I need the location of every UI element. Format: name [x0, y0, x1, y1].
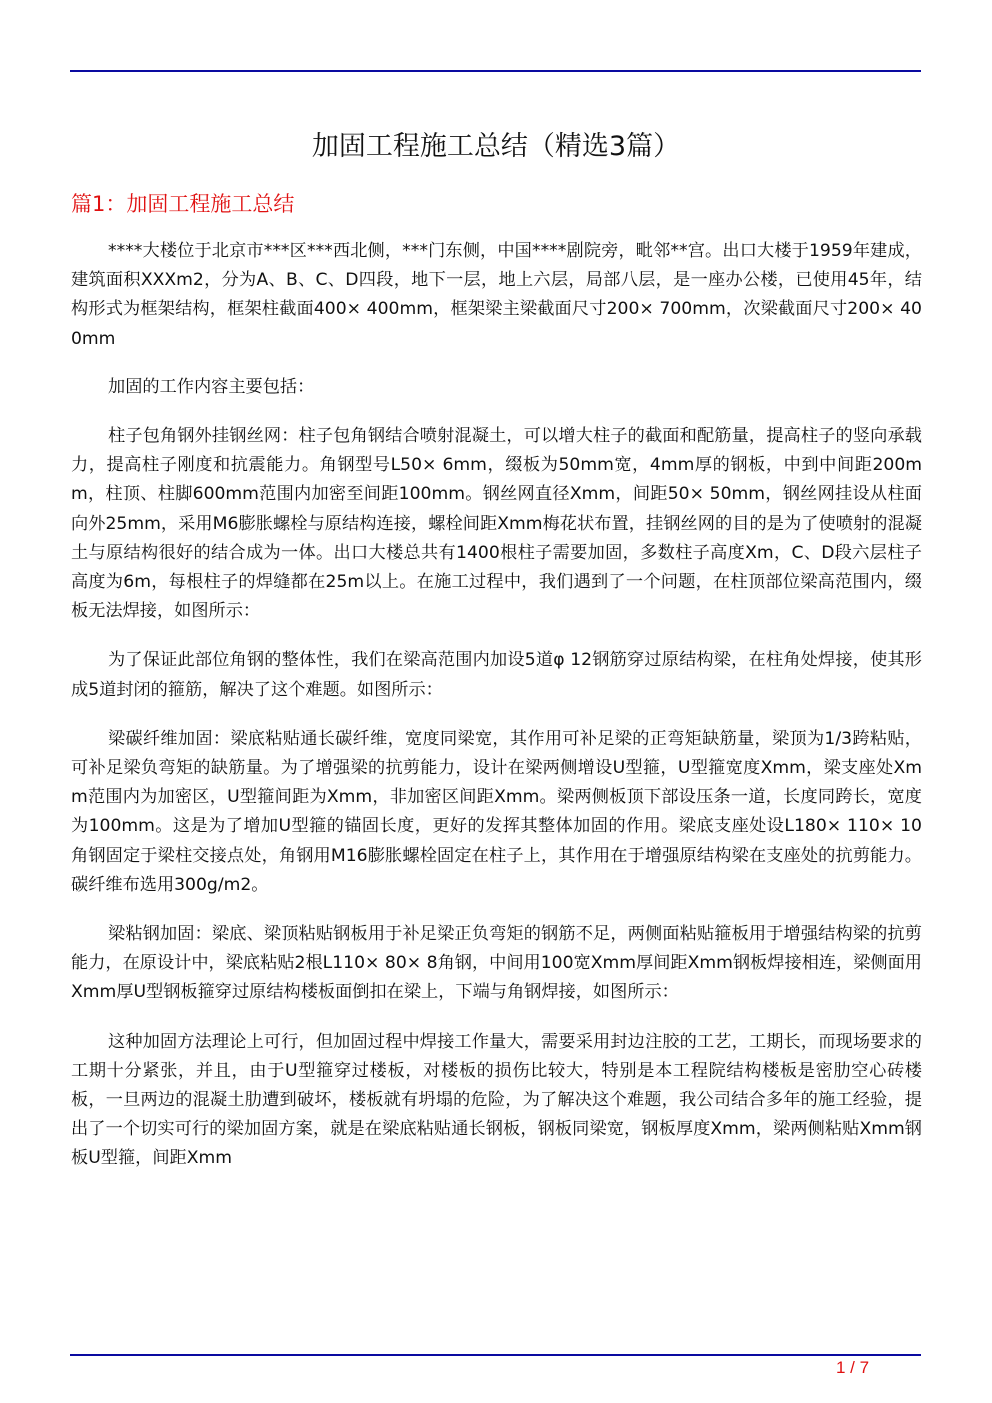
header-rule — [70, 70, 921, 72]
paragraph-steel-bonding: 梁粘钢加固：梁底、梁顶粘贴钢板用于补足梁正负弯矩的钢筋不足，两侧面粘贴箍板用于增强结构梁的抗剪能力，在原设计中，梁底粘贴2根L110× 80× 8角钢，中间用100宽Xmm厚间距Xmm钢板焊接相连，梁侧面用Xmm厚U型钢板箍穿过原结构楼板面倒扣在梁上，下端与角钢焊接，如图所示： — [71, 924, 922, 1003]
paragraph-improved-method: 这种加固方法理论上可行，但加固过程中焊接工作量大，需要采用封边注胶的工艺，工期长，而现场要求的工期十分紧张，并且，由于U型箍穿过楼板，对楼板的损伤比较大，特别是本工程院结构楼板是密肋空心砖楼板，一旦两边的混凝土肋遭到破坏，楼板就有坍塌的危险，为了解决这个难题，我公司结合多年的施工经验，提出了一个切实可行的梁加固方案，就是在梁底粘贴通长钢板，钢板同梁宽，钢板厚度Xmm，梁两侧粘贴Xmm钢板U型箍，间距Xmm — [71, 1031, 922, 1169]
section-heading: 篇1：加固工程施工总结 — [71, 192, 295, 216]
paragraph-building-overview: ****大楼位于北京市***区***西北侧，***门东侧，中国****剧院旁，毗邻**宫。出口大楼于1959年建成，建筑面积XXXm2，分为A、B、C、D四段，地下一层，地上六层，局部八层，是一座办公楼，已使用45年，结构形式为框架结构，框架柱截面400× 400mm，框架梁主梁截面尺寸200× 700mm，次梁截面尺寸200× 400mm — [71, 241, 922, 349]
document-body — [71, 237, 922, 1194]
paragraph-carbon-fiber: 梁碳纤维加固：梁底粘贴通长碳纤维，宽度同梁宽，其作用可补足梁的正弯矩缺筋量，梁顶为1/3跨粘贴，可补足梁负弯矩的缺筋量。为了增强梁的抗剪能力，设计在梁两侧增设U型箍，U型箍宽度Xmm，梁支座处Xmm范围内为加密区，U型箍间距为Xmm，非加密区间距Xmm。梁两侧板顶下部设压条一道，长度同跨长，宽度为100mm。这是为了增加U型箍的锚固长度，更好的发挥其整体加固的作用。梁底支座处设L180× 110× 10角钢固定于梁柱交接点处，角钢用M16膨胀螺栓固定在柱子上，其作用在于增强原结构梁在支座处的抗剪能力。碳纤维布选用300g/m2。 — [71, 728, 922, 895]
paragraph-column-angle-steel: 柱子包角钢外挂钢丝网：柱子包角钢结合喷射混凝土，可以增大柱子的截面和配筋量，提高柱子的竖向承载力，提高柱子刚度和抗震能力。角钢型号L50× 6mm，缀板为50mm宽，4mm厚的钢板，中到中间距200mm，柱顶、柱脚600mm范围内加密至间距100mm。钢丝网直径Xmm，间距50× 50mm，钢丝网挂设从柱面向外25mm，采用M6膨胀螺栓与原结构连接，螺栓间距Xmm梅花状布置，挂钢丝网的目的是为了使喷射的混凝土与原结构很好的结合成为一体。出口大楼总共有1400根柱子需要加固，多数柱子高度Xm，C、D段六层柱子高度为6m，每根柱子的焊缝都在25m以上。在施工过程中，我们遇到了一个问题，在柱顶部位梁高范围内，缀板无法焊接，如图所示： — [71, 426, 922, 622]
document-title: 加固工程施工总结（精选3篇） — [311, 131, 681, 162]
paragraph-stirrup-solution: 为了保证此部位角钢的整体性，我们在梁高范围内加设5道φ 12钢筋穿过原结构梁，在柱角处焊接，使其形成5道封闭的箍筋，解决了这个难题。如图所示： — [71, 650, 922, 700]
footer-rule — [70, 1354, 921, 1356]
page-indicator: 1 / 7 — [836, 1358, 870, 1377]
paragraph-work-intro: 加固的工作内容主要包括： — [108, 376, 315, 397]
